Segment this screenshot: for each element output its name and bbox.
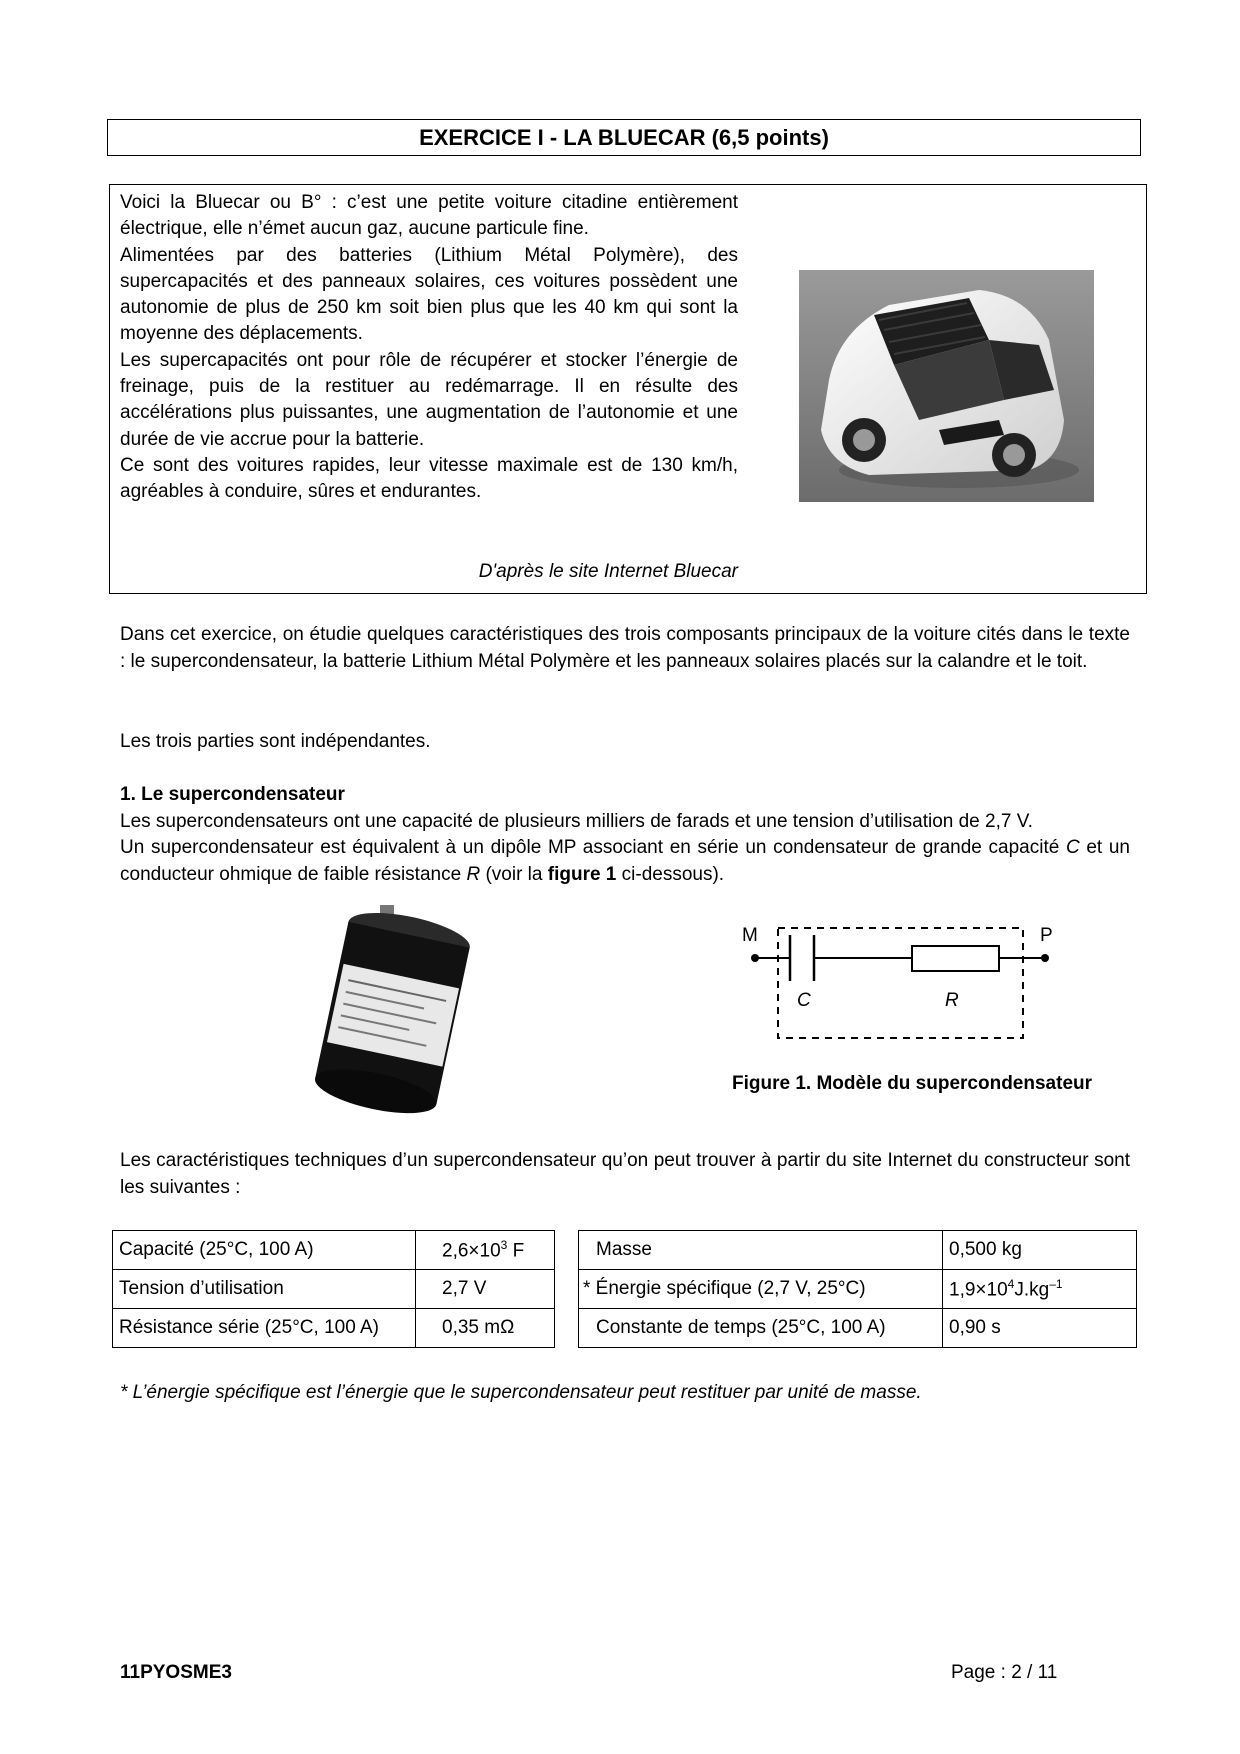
exercise-title bbox=[107, 119, 1141, 156]
spec-table-right bbox=[578, 1230, 1137, 1348]
p2-part-b: et un conducteur ohmique de faible résistance bbox=[120, 837, 1131, 885]
spec-label: Masse bbox=[579, 1231, 943, 1270]
spec-value-unit: J.kg bbox=[1014, 1279, 1050, 1301]
section-1-paragraph-1: Les supercondensateurs ont une capacité de plusieurs milliers de farads et une tension d’utilisation de 2,7 V. bbox=[120, 810, 1033, 832]
p2-var-c: C bbox=[1065, 837, 1080, 858]
circuit-label-c: C bbox=[797, 990, 811, 1011]
body-paragraph-2 bbox=[120, 729, 1130, 756]
intro-paragraph-3: Les supercapacités ont pour rôle de récupérer et stocker l’énergie de freinage, puis de la restituer au redémarrage. Il en résulte des accélérations plus puissantes, une augmentation de l’autonomie et une durée de vie accrue pour la batterie. bbox=[120, 349, 738, 450]
intro-paragraph-4: Ce sont des voitures rapides, leur vitesse maximale est de 130 km/h, agréables à conduire, sûres et endurantes. bbox=[120, 454, 738, 503]
footer-code: 11PYOSME3 bbox=[120, 1662, 232, 1683]
spec-value: 0,35 mΩ bbox=[416, 1309, 555, 1348]
intro-paragraph-2: Alimentées par des batteries (Lithium Métal Polymère), des supercapacités et des panneaux solaires, ces voitures possèdent une autonomie de plus de 250 km soit bien plus que les 40 km qui sont la moyenne des déplacements. bbox=[120, 244, 738, 345]
spec-table-left bbox=[112, 1230, 555, 1348]
body-paragraph-2-text: Les trois parties sont indépendantes. bbox=[120, 731, 431, 752]
spec-label: Capacité (25°C, 100 A) bbox=[113, 1231, 416, 1270]
circuit-label-m: M bbox=[742, 925, 758, 946]
intro-paragraph-1: Voici la Bluecar ou B° : c’est une petite voiture citadine entièrement électrique, elle n’émet aucun gaz, aucune particule fine. bbox=[120, 192, 738, 240]
spec-label: Constante de temps (25°C, 100 A) bbox=[579, 1309, 943, 1348]
spec-value-main: 2,6×10 bbox=[442, 1240, 501, 1262]
body-paragraph-1 bbox=[120, 622, 1130, 675]
circuit-diagram bbox=[735, 920, 1065, 1045]
circuit-label-r: R bbox=[945, 990, 959, 1011]
spec-value: 0,500 kg bbox=[943, 1231, 1137, 1270]
spec-value-exp: 3 bbox=[500, 1237, 508, 1252]
spec-value: 0,90 s bbox=[943, 1309, 1137, 1348]
table-row bbox=[113, 1309, 555, 1348]
intro-text bbox=[120, 190, 738, 506]
p2-part-a: Un supercondensateur est équivalent à un dipôle MP associant en série un condensateur de grande capacité bbox=[120, 837, 1066, 858]
p2-var-r: R bbox=[466, 863, 481, 885]
section-1-paragraph-2 bbox=[120, 835, 1130, 888]
table-row bbox=[579, 1231, 1137, 1270]
section-1-title: 1. Le supercondensateur bbox=[120, 784, 345, 805]
exercise-title-text: EXERCICE I - LA BLUECAR (6,5 points) bbox=[419, 124, 829, 150]
p2-figure-ref: figure 1 bbox=[547, 863, 617, 885]
circuit-label-p: P bbox=[1040, 925, 1053, 946]
footer-page-number: Page : 2 / 11 bbox=[951, 1662, 1058, 1683]
footnote: * L’énergie spécifique est l’énergie que le supercondensateur peut restituer par unité de masse. bbox=[120, 1382, 922, 1403]
spec-label: Tension d’utilisation bbox=[113, 1270, 416, 1309]
p2-part-end: ci-dessous). bbox=[616, 863, 725, 885]
p2-part-c: (voir la bbox=[480, 863, 548, 885]
table-row bbox=[113, 1270, 555, 1309]
table-row bbox=[579, 1309, 1137, 1348]
supercapacitor-image bbox=[302, 905, 482, 1120]
spec-label: Résistance série (25°C, 100 A) bbox=[113, 1309, 416, 1348]
spec-value-unit: F bbox=[507, 1240, 525, 1262]
table-row bbox=[113, 1231, 555, 1270]
body-paragraph-1-text: Dans cet exercice, on étudie quelques caractéristiques des trois composants principaux de la voiture cités dans le texte : le supercondensateur, la batterie Lithium Métal Polymère et les panneaux solaires placés sur la calandre et le toit. bbox=[120, 624, 1130, 672]
spec-value bbox=[416, 1231, 555, 1270]
figure-1-caption: Figure 1. Modèle du supercondensateur bbox=[732, 1073, 1093, 1094]
specs-intro bbox=[120, 1148, 1130, 1201]
spec-label: * Énergie spécifique (2,7 V, 25°C) bbox=[579, 1270, 943, 1309]
spec-value bbox=[943, 1270, 1137, 1309]
intro-source: D'après le site Internet Bluecar bbox=[478, 561, 738, 582]
spec-value-main: 1,9×10 bbox=[949, 1279, 1008, 1301]
section-1 bbox=[120, 782, 1130, 888]
spec-value-unit-exp: –1 bbox=[1049, 1276, 1063, 1291]
spec-value-exp: 4 bbox=[1007, 1276, 1015, 1291]
bluecar-image bbox=[799, 270, 1094, 502]
specs-intro-text: Les caractéristiques techniques d’un supercondensateur qu’on peut trouver à partir du site Internet du constructeur sont les suivantes : bbox=[120, 1150, 1130, 1198]
table-row bbox=[579, 1270, 1137, 1309]
spec-value: 2,7 V bbox=[416, 1270, 555, 1309]
